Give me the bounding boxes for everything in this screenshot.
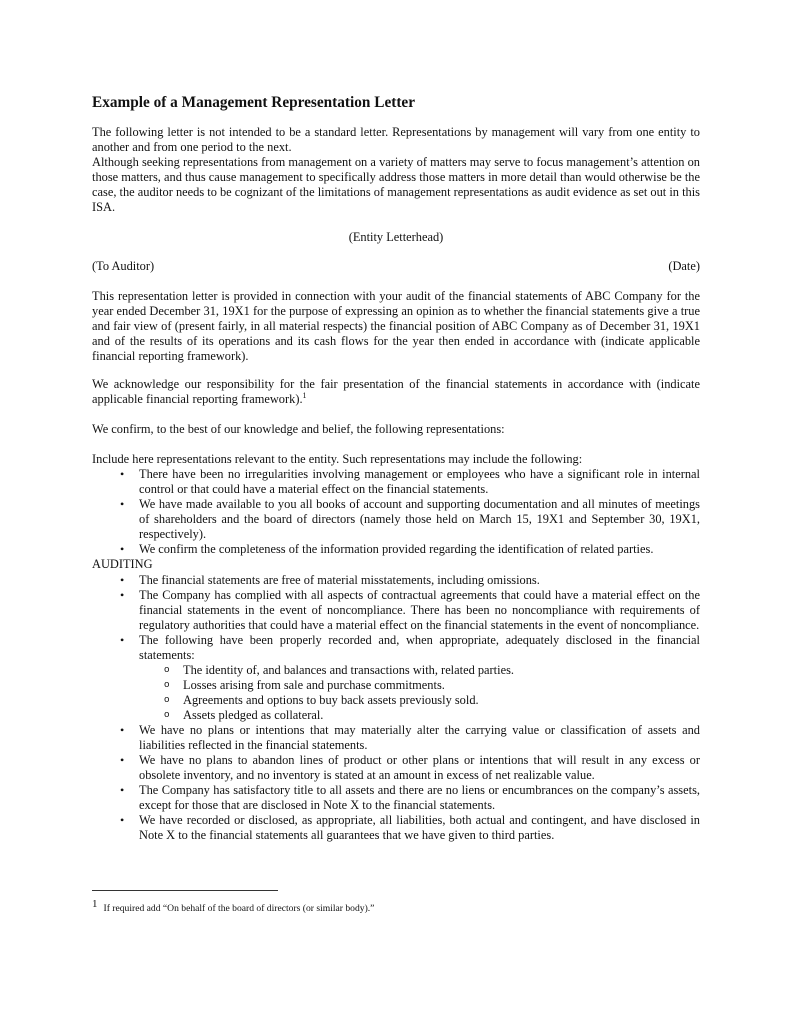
- bullet-icon: •: [120, 467, 125, 481]
- bullet-icon: •: [120, 633, 125, 647]
- bullet-icon: •: [120, 542, 125, 556]
- list-item: • We have recorded or disclosed, as appropriate, all liabilities, both actual and contingent, and have disclosed in Note X to the financial statements all guarantees that we have given to third parties.: [120, 813, 700, 842]
- footnote-number: 1: [92, 898, 98, 910]
- address-row: [92, 259, 700, 274]
- body-paragraph-intro: This representation letter is provided in connection with your audit of the financial statements of ABC Company for the year ended December 31, 19X1 for the purpose of expressing an opinion as to whether the financial statements give a true and fair view of (present fairly, in all material respects) the financial position of ABC Company as of December 31, 19X1 and of the results of its operations and its cash flows for the year then ended in accordance with (indicate applicable financial reporting framework).: [92, 289, 700, 363]
- acknowledge-text: We acknowledge our responsibility for the fair presentation of the financial statements in accordance with (indicate applicable financial reporting framework).: [92, 377, 700, 406]
- list-item: • We have no plans or intentions that may materially alter the carrying value or classification of assets and liabilities reflected in the financial statements.: [120, 723, 700, 752]
- footnote: [92, 898, 375, 915]
- body-paragraph-include: Include here representations relevant to the entity. Such representations may include the following:: [92, 452, 583, 466]
- circle-bullet-icon: o: [164, 695, 170, 705]
- bullet-icon: •: [120, 723, 125, 737]
- list-item: • We have no plans to abandon lines of product or other plans or intentions that will result in any excess or obsolete inventory, and no inventory is stated at an amount in excess of net realizable value.: [120, 753, 700, 782]
- section-heading-auditing: AUDITING: [92, 557, 153, 571]
- body-paragraph-confirm: We confirm, to the best of our knowledge and belief, the following representations:: [92, 422, 505, 436]
- sub-list-item: o The identity of, and balances and transactions with, related parties.: [164, 663, 514, 677]
- sub-list-item: o Assets pledged as collateral.: [164, 708, 324, 722]
- list-item: • We have made available to you all books of account and supporting documentation and all minutes of meetings of shareholders and the board of directors (namely those held on March 15, 19X1 and September 30, 19X1, respectively).: [120, 497, 700, 541]
- bullet-icon: •: [120, 813, 125, 827]
- list-item: • There have been no irregularities involving management or employees who have a significant role in internal control or that could have a material effect on the financial statements.: [120, 467, 700, 496]
- circle-bullet-icon: o: [164, 680, 170, 690]
- list-item: • The Company has satisfactory title to all assets and there are no liens or encumbrances on the company’s assets, except for those that are disclosed in Note X to the financial statements.: [120, 783, 700, 812]
- footnote-text: If required add “On behalf of the board of directors (or similar body).”: [103, 903, 375, 914]
- body-paragraph-acknowledge: [92, 377, 700, 407]
- bullet-icon: •: [120, 497, 125, 511]
- footnote-reference[interactable]: 1: [302, 390, 307, 400]
- entity-letterhead: (Entity Letterhead): [348, 230, 444, 244]
- list-item: • The financial statements are free of material misstatements, including omissions.: [120, 573, 540, 587]
- bullet-icon: •: [120, 783, 125, 797]
- bullet-icon: •: [120, 573, 125, 587]
- bullet-icon: •: [120, 753, 125, 767]
- sub-list-item: o Agreements and options to buy back assets previously sold.: [164, 693, 479, 707]
- sub-list-item: o Losses arising from sale and purchase commitments.: [164, 678, 445, 692]
- bullet-icon: •: [120, 588, 125, 602]
- footnote-separator: [92, 890, 278, 891]
- intro-paragraph-1: The following letter is not intended to be a standard letter. Representations by management will vary from one entity to another and from one period to the next.: [92, 125, 700, 154]
- to-auditor: (To Auditor): [92, 259, 155, 273]
- intro-paragraph-2: Although seeking representations from management on a variety of matters may serve to focus management’s attention on those matters, and thus cause management to specifically address those matters in more detail than would otherwise be the case, the auditor needs to be cognizant of the limitations of management representations as audit evidence as set out in this ISA.: [92, 155, 700, 214]
- list-item: • The following have been properly recorded and, when appropriate, adequately disclosed in the financial statements: o The identity of, and balances and transactions with, related parties. o Losses arising from sale and purchase commitments. o Agreements and options to buy back assets previously sold. o Assets pledged as collateral.: [92, 633, 700, 723]
- date-placeholder: (Date): [668, 259, 700, 273]
- representations-list-1: [92, 467, 700, 557]
- disclosures-sublist: [139, 663, 700, 723]
- circle-bullet-icon: o: [164, 665, 170, 675]
- representations-list-2: [92, 573, 700, 843]
- document-title: Example of a Management Representation Letter: [92, 94, 416, 111]
- list-item: • We confirm the completeness of the information provided regarding the identification of related parties.: [120, 542, 654, 556]
- list-item: • The Company has complied with all aspects of contractual agreements that could have a material effect on the financial statements in the event of noncompliance. There has been no noncompliance with requirements of regulatory authorities that could have a material effect on the financial statements in the event of noncompliance.: [120, 588, 700, 632]
- circle-bullet-icon: o: [164, 710, 170, 720]
